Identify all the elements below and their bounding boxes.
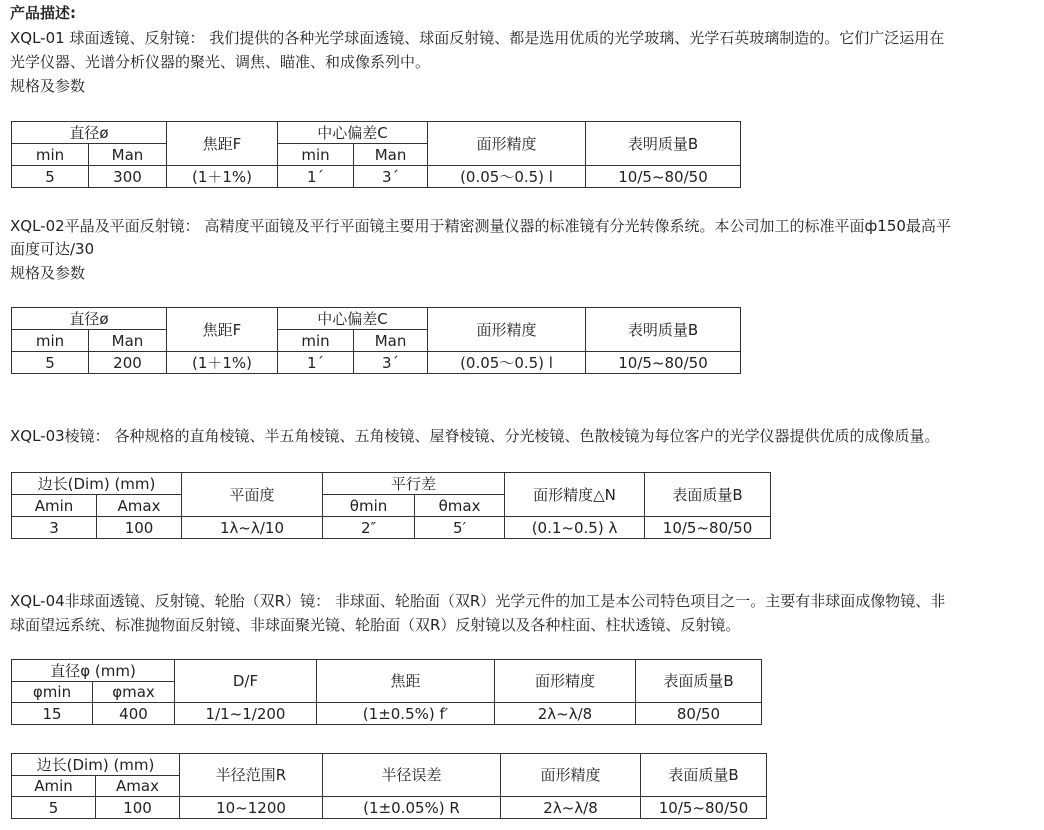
header-center-man: Man [354,330,428,352]
header-surface-accuracy: 面形精度 [501,754,641,797]
cell-surface-quality: 10/5~80/50 [586,352,741,374]
header-focal: 焦距 [317,660,495,703]
cell-amin: 3 [12,517,97,539]
xql02-description-line1: XQL-02平晶及平面反射镜： 高精度平面镜及平行平面镜主要用于精密测量仪器的标准镜有分光转像系统。本公司加工的标准平面ф150最高平 [10,217,951,235]
header-phi-max: φmax [93,682,175,703]
cell-surface-accuracy: (0.05～0.5) l [428,166,586,188]
cell-focal: (1＋1%) [167,166,278,188]
cell-amin: 5 [12,797,96,819]
header-radius-range: 半径范围R [180,754,323,797]
header-min: min [12,144,89,166]
header-min: min [12,330,89,352]
header-surface-quality: 表明质量B [586,308,741,352]
cell-min: 5 [12,166,89,188]
xql03-description-line1: XQL-03棱镜： 各种规格的直角棱镜、半五角棱镜、五角棱镜、屋脊棱镜、分光棱镜、色散棱镜为每位客户的光学仪器提供优质的成像质量。 [10,427,940,445]
cell-phi-max: 400 [93,703,175,725]
xql02-description-line2: 面度可达/30 [10,240,95,258]
spec-table-xql03 [11,472,771,539]
spec-table-xql04-aspheric [11,659,762,725]
header-side-length: 边长(Dim) (mm) [12,473,182,495]
cell-man: 200 [89,352,167,374]
cell-surface-quality: 80/50 [636,703,762,725]
cell-radius-error: (1±0.05%) R [323,797,501,819]
header-man: Man [89,330,167,352]
cell-man: 300 [89,166,167,188]
table-row [12,352,741,374]
cell-surface-accuracy: (0.05～0.5) l [428,352,586,374]
header-man: Man [89,144,167,166]
cell-focal: (1±0.5%) f′ [317,703,495,725]
xql01-description-line1: XQL-01 球面透镜、反射镜： 我们提供的各种光学球面透镜、球面反射镜、都是选用优质的光学玻璃、光学石英玻璃制造的。它们广泛运用在 [10,29,945,47]
header-phi-min: φmin [12,682,93,703]
spec-label-1: 规格及参数 [10,77,86,95]
cell-df: 1/1~1/200 [175,703,317,725]
header-surface-accuracy: 面形精度 [495,660,636,703]
cell-flatness: 1λ~λ/10 [182,517,323,539]
header-surface-accuracy: 面形精度 [428,308,586,352]
xql04-description-line1: XQL-04非球面透镜、反射镜、轮胎（双R）镜： 非球面、轮胎面（双R）光学元件的加工是本公司特色项目之一。主要有非球面成像物镜、非 [10,592,946,610]
header-surface-quality: 表面质量B [636,660,762,703]
cell-theta-min: 2″ [323,517,415,539]
table-row [12,703,762,725]
header-theta-max: θmax [415,495,505,517]
cell-surface-quality: 10/5~80/50 [641,797,767,819]
cell-radius-range: 10~1200 [180,797,323,819]
xql04-description-line2: 球面望远系统、标准抛物面反射镜、非球面聚光镜、轮胎面（双R）反射镜以及各种柱面、柱状透镜、反射镜。 [10,616,741,634]
table-row [12,797,767,819]
cell-phi-min: 15 [12,703,93,725]
header-amax: Amax [96,776,180,797]
header-surface-quality: 表面质量B [641,754,767,797]
header-amax: Amax [97,495,182,517]
cell-center-min: 1´ [278,352,354,374]
header-amin: Amin [12,495,97,517]
header-surface-accuracy: 面形精度△N [505,473,645,517]
table-row [12,517,771,539]
cell-center-min: 1´ [278,166,354,188]
header-amin: Amin [12,776,96,797]
header-radius-error: 半径误差 [323,754,501,797]
header-diameter: 直径ø [12,308,167,330]
xql01-description-line2: 光学仪器、光谱分析仪器的聚光、调焦、瞄准、和成像系列中。 [10,53,431,71]
header-center-min: min [278,330,354,352]
cell-center-man: 3´ [354,166,428,188]
spec-label-2: 规格及参数 [10,264,86,282]
spec-table-xql01 [11,121,741,188]
header-center-min: min [278,144,354,166]
header-center-deviation: 中心偏差C [278,308,428,330]
header-flatness: 平面度 [182,473,323,517]
header-parallel-error: 平行差 [323,473,505,495]
header-center-deviation: 中心偏差C [278,122,428,144]
header-diameter: 直径ø [12,122,167,144]
cell-surface-quality: 10/5~80/50 [586,166,741,188]
header-focal: 焦距F [167,308,278,352]
product-description-heading: 产品描述: [10,4,76,22]
cell-amax: 100 [96,797,180,819]
cell-min: 5 [12,352,89,374]
header-center-man: Man [354,144,428,166]
spec-table-xql02 [11,307,741,374]
header-df: D/F [175,660,317,703]
cell-surface-accuracy: (0.1~0.5) λ [505,517,645,539]
header-focal: 焦距F [167,122,278,166]
cell-surface-accuracy: 2λ~λ/8 [501,797,641,819]
header-surface-quality: 表面质量B [645,473,771,517]
cell-amax: 100 [97,517,182,539]
spec-table-xql04-toric [11,753,767,819]
cell-surface-quality: 10/5~80/50 [645,517,771,539]
header-diameter: 直径φ (mm) [12,660,175,682]
header-side-length: 边长(Dim) (mm) [12,754,180,776]
header-theta-min: θmin [323,495,415,517]
cell-focal: (1＋1%) [167,352,278,374]
cell-surface-accuracy: 2λ~λ/8 [495,703,636,725]
table-row [12,166,741,188]
cell-center-man: 3´ [354,352,428,374]
cell-theta-max: 5′ [415,517,505,539]
header-surface-quality: 表明质量B [586,122,741,166]
header-surface-accuracy: 面形精度 [428,122,586,166]
